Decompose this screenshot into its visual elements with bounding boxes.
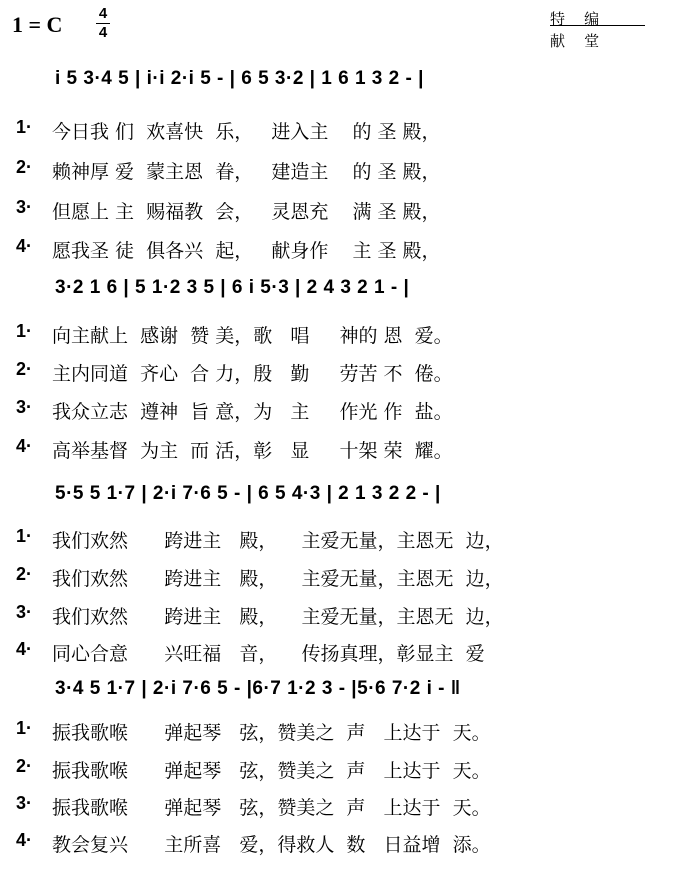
verse-text: 愿我圣 徒 俱各兴 起， 献身作 主 圣 殿， [52,240,441,262]
verse-row [0,197,682,237]
verse-row [0,526,682,566]
verse-text: 我们欢然 跨进主 殿， 主爱无量，主恩无 边， [52,606,504,628]
verse-text: 主内同道 齐心 合 力，殷 勤 劳苦 不 倦。 [52,363,453,385]
verse-number: 3· [16,602,33,622]
credit-text-2: 献 堂 [550,32,600,50]
verse-text: 赖神厚 爱 蒙主恩 眷， 建造主 的 圣 殿， [52,161,441,183]
verse-number: 3· [16,397,33,417]
verse-number: 2· [16,157,33,177]
verse-row [0,602,682,642]
verse-number: 4· [16,830,33,850]
credit-text-1: 特 编 [550,10,600,28]
music-line-4: 3·4 5 1·7 | 2·i 7·6 5 - |6·7 1·2 3 - |5·6 7·2 i - ‖ [55,678,461,699]
verse-number: 3· [16,793,33,813]
verse-number: 4· [16,639,33,659]
verse-number: 2· [16,359,33,379]
verse-row [0,236,682,276]
verse-text: 高举基督 为主 而 活，彰 显 十架 荣 耀。 [52,440,453,462]
verse-text: 同心合意 兴旺福 音， 传扬真理，彰显主 爱 [52,643,485,665]
verse-row [0,830,682,870]
verse-text: 但愿上 主 赐福教 会， 灵恩充 满 圣 殿， [52,201,441,223]
verse-text: 我众立志 遵神 旨 意，为 主 作光 作 盐。 [52,401,453,423]
verse-row [0,397,682,437]
verse-text: 教会复兴 主所喜 爱，得救人 数 日益增 添。 [52,834,491,856]
verse-row [0,756,682,796]
verse-number: 1· [16,117,33,137]
verse-text: 振我歌喉 弹起琴 弦，赞美之 声 上达于 天。 [52,760,491,782]
verse-number: 3· [16,197,33,217]
verse-row [0,157,682,197]
verse-number: 1· [16,718,33,738]
meter-bottom: 4 [98,24,108,41]
verse-number: 4· [16,436,33,456]
verse-text: 向主献上 感谢 赞 美，歌 唱 神的 恩 爱。 [52,325,453,347]
key-signature: 1 = C [12,12,63,37]
verse-row [0,564,682,604]
music-line-1: i 5 3·4 5 | i·i 2·i 5 - | 6 5 3·2 | 1 6 1 3 2 - | [55,68,424,89]
verse-number: 1· [16,321,33,341]
verse-text: 振我歌喉 弹起琴 弦，赞美之 声 上达于 天。 [52,722,491,744]
verse-row [0,436,682,476]
verse-row [0,359,682,399]
verse-number: 1· [16,526,33,546]
verse-row [0,117,682,157]
meter-top: 4 [98,5,108,22]
verse-row [0,321,682,361]
verse-number: 4· [16,236,33,256]
music-line-2: 3·2 1 6 | 5 1·2 3 5 | 6 i 5·3 | 2 4 3 2 1 - | [55,277,410,298]
verse-number: 2· [16,756,33,776]
verse-row [0,639,682,679]
verse-text: 振我歌喉 弹起琴 弦，赞美之 声 上达于 天。 [52,797,491,819]
time-signature [96,6,110,41]
verse-number: 2· [16,564,33,584]
verse-row [0,793,682,833]
verse-text: 今日我 们 欢喜快 乐， 进入主 的 圣 殿， [52,121,441,143]
music-line-3: 5·5 5 1·7 | 2·i 7·6 5 - | 6 5 4·3 | 2 1 3 2 2 - | [55,483,441,504]
verse-text: 我们欢然 跨进主 殿， 主爱无量，主恩无 边， [52,568,504,590]
verse-row [0,718,682,758]
verse-text: 我们欢然 跨进主 殿， 主爱无量，主恩无 边， [52,530,504,552]
